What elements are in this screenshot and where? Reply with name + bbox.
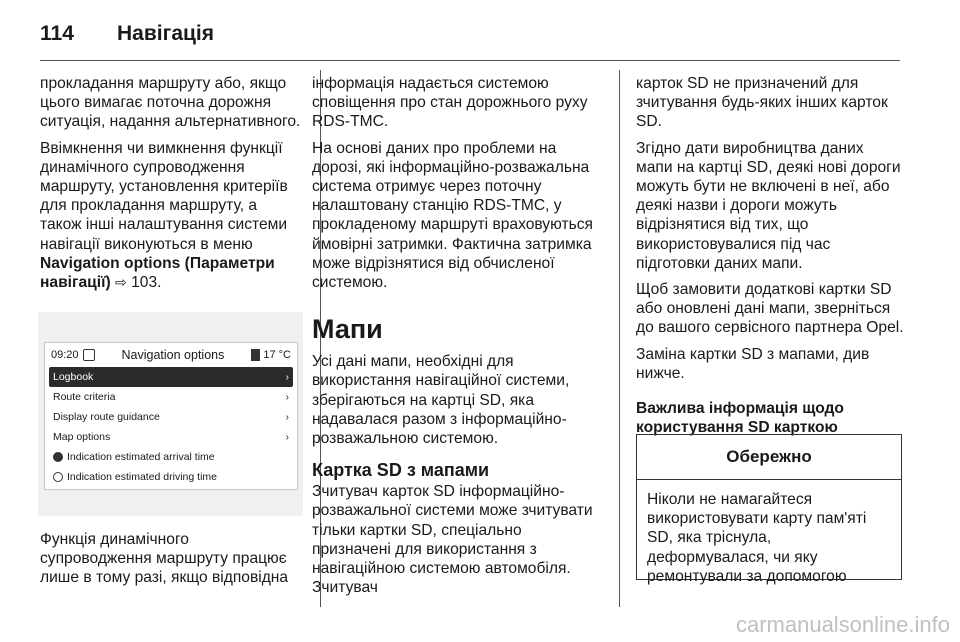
column-1 [40, 74, 302, 299]
header-divider [40, 60, 900, 61]
menu-reference: Navigation options (Параметри навігації) [40, 254, 275, 292]
page-reference: 103. [131, 274, 162, 292]
subsection-heading-sd-card: Картка SD з мапами [312, 460, 490, 481]
chevron-right-icon: › [285, 431, 289, 443]
chevron-right-icon: › [285, 391, 289, 403]
caution-box [636, 434, 902, 585]
screen-time: 09:20 [51, 349, 79, 361]
chevron-right-icon: › [285, 411, 289, 423]
column-3 [636, 74, 904, 441]
paragraph: Щоб замовити додаткові картки SD або оновлені дані мапи, зверніться до вашого сервісного партнера Opel. [636, 281, 904, 337]
phone-icon [251, 349, 260, 361]
radio-driving-time: Indication estimated driving time [45, 467, 297, 487]
screen-status-bar [45, 343, 297, 367]
radio-checked-icon [53, 452, 63, 462]
page-reference-arrow-icon: ⇨ [115, 274, 127, 291]
watermark: carmanualsonline.info [735, 612, 950, 637]
column-2 [312, 74, 602, 604]
caption-paragraph: Функція динамічного супроводження маршруту працює лише в тому разі, якщо відповідна [40, 531, 289, 587]
radio-unchecked-icon [53, 472, 63, 482]
navigation-options-screen-image [38, 312, 303, 516]
paragraph: прокладання маршруту або, якщо цього вимагає поточна дорожня ситуація, надання альтернативного. [40, 75, 301, 131]
chevron-right-icon: › [285, 371, 289, 383]
page-number: 114 [40, 22, 74, 45]
menu-item-display-route-guidance: Display route guidance › [53, 411, 289, 423]
caution-text: Ніколи не намагайтеся використовувати карту пам'яті SD, яка тріснула, деформувалася, чи яку ремонтували за допомогою [647, 491, 867, 585]
radio-arrival-time: Indication estimated arrival time [45, 447, 297, 467]
menu-item-route-criteria: Route criteria › [53, 391, 289, 403]
paragraph: інформація надається системою сповіщення про стан дорожнього руху RDS-TMC. [312, 75, 588, 131]
back-icon [83, 349, 95, 361]
paragraph: Зчитувач карток SD інформаційно-розважальної системи може зчитувати тільки картки SD, спеціально призначені для використання з навігаційною системою автомобіля. Зчитувач [312, 483, 593, 597]
screen-display [44, 342, 298, 490]
paragraph: Згідно дати виробництва даних мапи на картці SD, деякі нові дороги можуть бути не включені в неї, або деякі назви і дороги можуть відрізнятися від тих, що використовувалися під час підготовки даних мапи. [636, 139, 901, 272]
paragraph: На основі даних про проблеми на дорозі, які інформаційно-розважальна система отримує через поточну налаштовану станцію RDS-TMC, у прокладеному маршруті враховуються ймовірні затримки. Фактична затримка може відрізнятися від обчисленої системою. [312, 139, 593, 292]
paragraph-text: Ввімкнення чи вимкнення функції динамічного супроводження маршруту, установлення критеріїв для прокладання маршруту, а також інші налаштування системи навігації виконуються в меню [40, 139, 288, 253]
important-info-heading: Важлива інформація щодо користування SD карткою [636, 400, 844, 437]
screen-temperature: 17 °C [263, 349, 291, 361]
paragraph: Усі дані мапи, необхідні для використання навігаційної системи, зберігаються на картці SD, яка надавалася разом з інформаційно-розважальною системою. [312, 353, 570, 448]
caution-title: Обережно [637, 435, 901, 480]
section-heading-maps: Мапи [312, 314, 383, 345]
page-header [0, 0, 960, 62]
screen-title: Navigation options [121, 348, 225, 362]
paragraph: Заміна картки SD з мапами, див нижче. [636, 345, 870, 382]
column-divider-2 [619, 70, 620, 607]
menu-item-logbook: Logbook › [49, 367, 293, 387]
page-title: Навігація [117, 22, 215, 45]
menu-item-map-options: Map options › [53, 431, 289, 443]
paragraph: карток SD не призначений для зчитування будь-яких інших карток SD. [636, 75, 888, 131]
paragraph [40, 139, 302, 293]
